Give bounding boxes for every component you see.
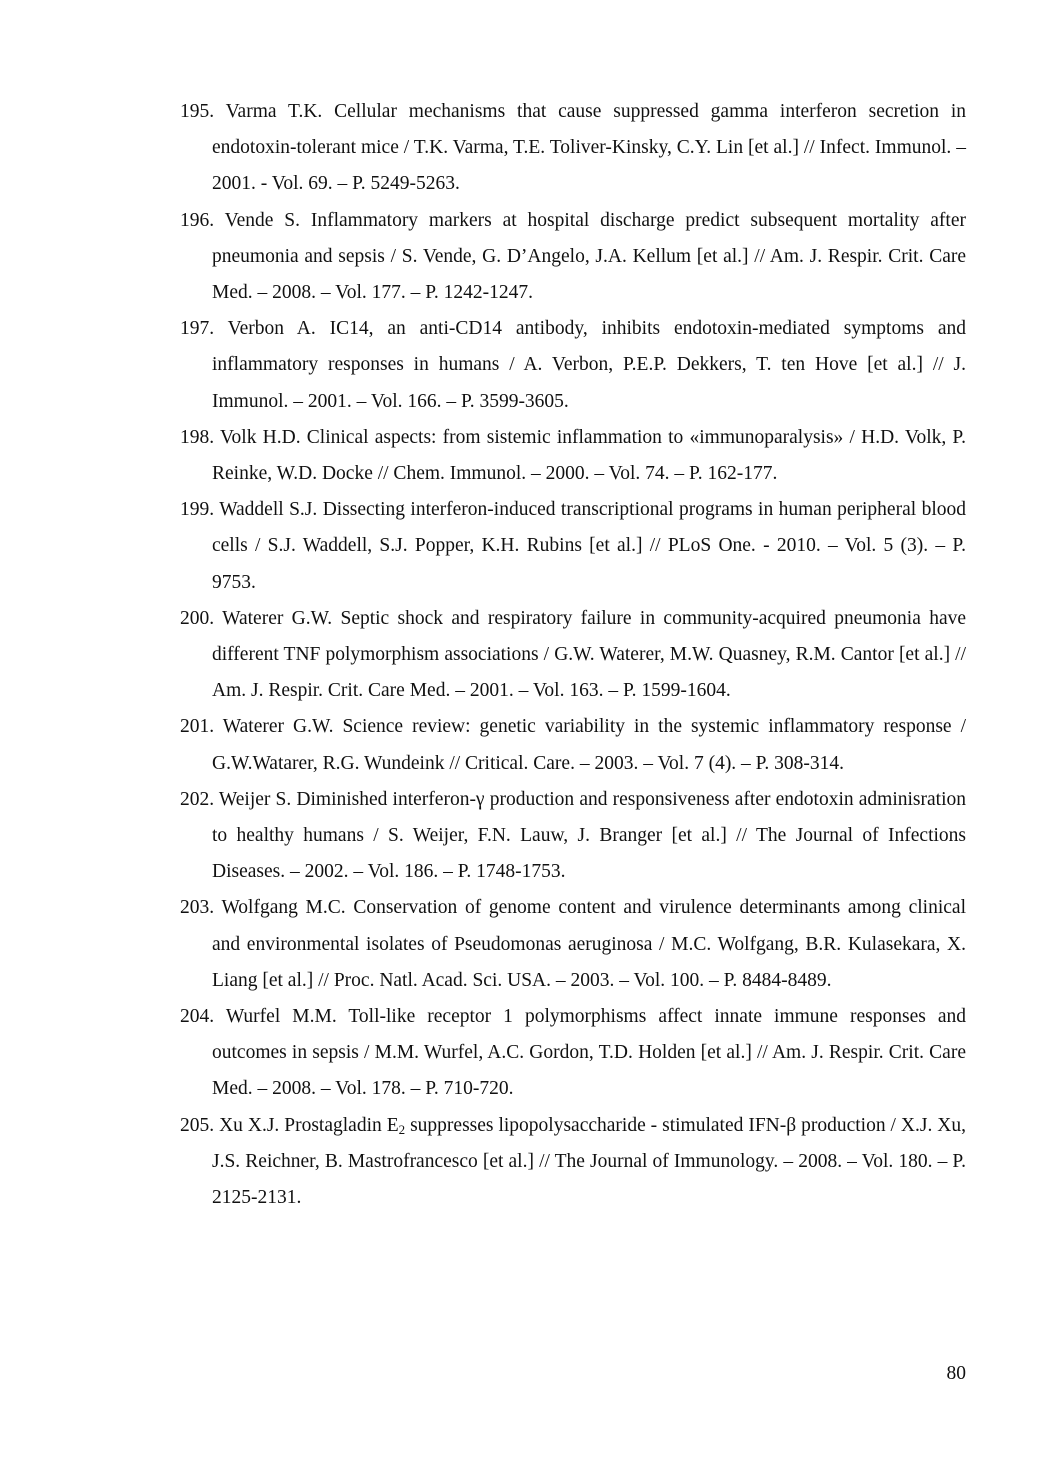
reference-text: Verbon A. IC14, an anti-CD14 antibody, inhibits endotoxin-mediated symptoms and inflammatory responses in humans / A. Verbon, P.E.P. Dekkers, T. ten Hove [et al.] // J. Immunol. – 2001. – Vol. 166. – P. 3599-3605. [212,318,966,412]
reference-number: 197. [180,318,215,340]
reference-number: 204. [180,1006,215,1028]
page-number: 80 [946,1363,966,1384]
reference-text: Waddell S.J. Dissecting interferon-induced transcriptional programs in human peripheral blood cells / S.J. Waddell, S.J. Popper, K.H. Rubins [et al.] // PLoS One. - 2010. – Vol. 5 (3). – P. 9753. [212,499,966,593]
reference-list [180,94,966,1216]
reference-text: Varma T.K. Cellular mechanisms that cause suppressed gamma interferon secretion in endotoxin-tolerant mice / T.K. Varma, T.E. Toliver-Kinsky, C.Y. Lin [et al.] // Infect. Immunol. – 2001. - Vol. 69. – P. 5249-5263. [212,101,967,195]
reference-text-part: suppresses lipopolysaccharide - stimulated IFN-β production / X.J. Xu, J.S. Reichner, B. Mastrofrancesco [et al.] // The Journal of Immunology. – 2008. – Vol. 180. – P. 2125-2131. [212,1114,967,1209]
subscript: 2 [398,1121,406,1137]
reference-text: Waterer G.W. Septic shock and respiratory failure in community-acquired pneumonia have different TNF polymorphism associations / G.W. Waterer, M.W. Quasney, R.M. Cantor [et al.] // Am. J. Respir. Crit. Care Med. – 2001. – Vol. 163. – P. 1599-1604. [212,607,967,702]
reference-number: 198. [180,426,215,448]
reference-text: Wolfgang M.C. Conservation of genome content and virulence determinants among clinical and environmental isolates of Pseudomonas aeruginosa / M.C. Wolfgang, B.R. Kulasekara, X. Liang [et al.] // Proc. Natl. Acad. Sci. USA. – 2003. – Vol. 100. – P. 8484-8489. [212,897,966,991]
reference-text: Weijer S. Diminished interferon-γ production and responsiveness after endotoxin adminisration to healthy humans / S. Weijer, F.N. Lauw, J. Branger [et al.] // The Journal of Infections Diseases. – 2002. – Vol. 186. – P. 1748-1753. [212,788,966,883]
reference-text: Wurfel M.M. Toll-like receptor 1 polymorphisms affect innate immune responses and outcomes in sepsis / M.M. Wurfel, A.C. Gordon, T.D. Holden [et al.] // Am. J. Respir. Crit. Care Med. – 2008. – Vol. 178. – P. 710-720. [212,1006,966,1100]
reference-text: Waterer G.W. Science review: genetic variability in the systemic inflammatory response / G.W.Watarer, R.G. Wundeink // Critical. Care. – 2003. – Vol. 7 (4). – P. 308-314. [212,716,966,774]
reference-number: 199. [180,499,215,521]
reference-item [180,94,966,203]
reference-number: 201. [180,716,215,738]
reference-text: Volk H.D. Clinical aspects: from sistemic inflammation to «immunoparalysis» / H.D. Volk, P. Reinke, W.D. Docke // Chem. Immunol. – 2000. – Vol. 74. – P. 162-177. [212,426,966,485]
reference-item [180,311,966,420]
reference-item [180,1108,966,1217]
reference-item [180,782,966,891]
reference-number: 203. [180,897,215,919]
reference-item [180,999,966,1108]
reference-text-part: Xu X.J. Prostagladin E [219,1114,399,1136]
reference-number: 195. [180,101,215,122]
reference-number: 196. [180,209,215,231]
reference-item [180,709,966,781]
reference-text: Vende S. Inflammatory markers at hospital discharge predict subsequent mortality after pneumonia and sepsis / S. Vende, G. D’Angelo, J.A. Kellum [et al.] // Am. J. Respir. Crit. Care Med. – 2008. – Vol. 177. – P. 1242-1247. [212,209,966,304]
reference-item [180,492,966,601]
reference-item [180,203,966,312]
reference-number: 205. [180,1114,215,1136]
reference-number: 202. [180,788,215,810]
reference-number: 200. [180,607,215,629]
reference-item [180,420,966,492]
reference-item [180,890,966,999]
reference-item [180,601,966,710]
